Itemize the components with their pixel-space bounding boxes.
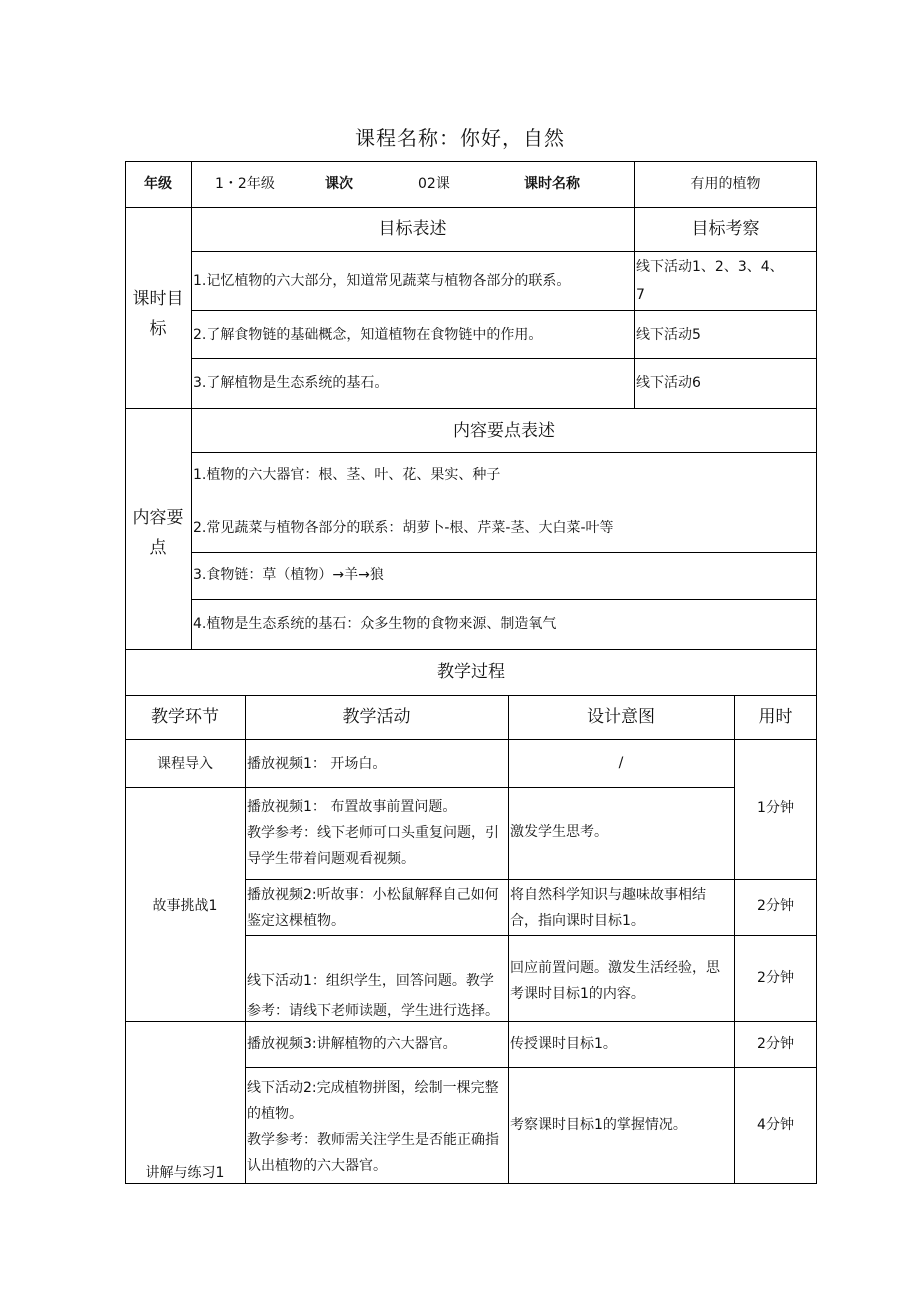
lesson-name-label: 课时名称 — [524, 176, 580, 192]
divider — [191, 358, 817, 359]
objective-check-1-line2: 7 — [636, 287, 645, 303]
activity-practice-2-line1: 线下活动2:完成植物拼图，绘制一棵完整 — [247, 1080, 499, 1096]
col-activity: 教学活动 — [342, 707, 411, 727]
activity-story-2 — [247, 882, 499, 934]
divider — [191, 251, 817, 252]
grade-label: 年级 — [144, 176, 172, 192]
objective-desc-1: 1.记忆植物的六大部分，知道常见蔬菜与植物各部分的联系。 — [193, 273, 571, 289]
objective-check-1-line1: 线下活动1、2、3、4、 — [636, 259, 784, 275]
time-4: 2分钟 — [757, 970, 794, 986]
time-6: 4分钟 — [757, 1117, 794, 1133]
intent-story-2 — [510, 882, 706, 934]
intent-story-3-line1: 回应前置问题。激发生活经验，思 — [510, 960, 720, 976]
divider — [125, 695, 817, 696]
activity-story-2-line1: 播放视频2:听故事：小松鼠解释自己如何 — [247, 887, 499, 903]
intent-story-3-line2: 考课时目标1的内容。 — [510, 986, 645, 1002]
intent-story-1: 激发学生思考。 — [510, 824, 608, 840]
divider — [191, 599, 817, 600]
activity-practice-2-line4: 认出植物的六大器官。 — [247, 1158, 387, 1174]
intent-story-3 — [510, 955, 720, 1007]
col-stage: 教学环节 — [151, 707, 219, 727]
lesson-label: 课次 — [325, 176, 353, 192]
content-item-1: 1.植物的六大器官：根、茎、叶、花、果实、种子 — [193, 467, 501, 483]
objectives-section-line1: 课时目 — [132, 289, 184, 309]
divider — [125, 787, 734, 788]
content-section-label — [125, 503, 191, 563]
content-section-line2: 点 — [149, 538, 167, 558]
activity-story-1-line1: 播放视频1： 布置故事前置问题。 — [247, 799, 457, 815]
intent-practice-1: 传授课时目标1。 — [510, 1036, 617, 1052]
divider — [245, 935, 817, 936]
divider — [191, 310, 817, 311]
activity-practice-2-line3: 教学参考：教师需关注学生是否能正确指 — [247, 1132, 499, 1148]
divider — [125, 739, 817, 740]
divider — [245, 879, 817, 880]
activity-story-2-line2: 鉴定这棵植物。 — [247, 913, 345, 929]
activity-practice-1: 播放视频3:讲解植物的六大器官。 — [247, 1036, 457, 1052]
intent-practice-2: 考察课时目标1的掌握情况。 — [510, 1117, 687, 1133]
col-time: 用时 — [758, 707, 793, 727]
divider — [245, 1067, 817, 1068]
objectives-desc-header: 目标表述 — [378, 219, 447, 239]
process-heading: 教学过程 — [437, 662, 505, 682]
divider — [125, 649, 817, 650]
divider — [191, 452, 817, 453]
content-section-line1: 内容要 — [132, 508, 184, 528]
time-1: 1分钟 — [757, 800, 794, 816]
divider — [734, 695, 735, 1184]
activity-story-1 — [247, 794, 499, 872]
activity-story-1-line2: 教学参考：线下老师可口头重复问题，引 — [247, 825, 499, 841]
divider — [125, 408, 817, 409]
intent-intro: / — [618, 755, 624, 771]
lesson-value: 02课 — [418, 176, 450, 192]
activity-story-3-line1: 线下活动1：组织学生，回答问题。教学 — [247, 973, 494, 989]
objectives-section-label — [125, 284, 191, 344]
objective-desc-3: 3.了解植物是生态系统的基石。 — [193, 375, 389, 391]
intent-story-2-line1: 将自然科学知识与趣味故事相结 — [510, 887, 706, 903]
time-5: 2分钟 — [757, 1036, 794, 1052]
page-title: 课程名称：你好，自然 — [355, 126, 565, 150]
lesson-name-value: 有用的植物 — [690, 176, 761, 192]
objectives-section-line2: 标 — [149, 319, 167, 339]
objective-check-2: 线下活动5 — [636, 327, 701, 343]
grade-value: 1・2年级 — [215, 176, 275, 192]
content-item-3: 3.食物链：草（植物）→羊→狼 — [193, 567, 384, 583]
activity-practice-2 — [247, 1075, 499, 1179]
content-heading: 内容要点表述 — [453, 421, 555, 441]
activity-story-3-line2: 参考：请线下老师读题，学生进行选择。 — [247, 1003, 499, 1019]
stage-practice: 讲解与练习1 — [145, 1165, 225, 1181]
stage-story: 故事挑战1 — [152, 898, 218, 914]
col-intent: 设计意图 — [587, 707, 655, 727]
content-item-4: 4.植物是生态系统的基石：众多生物的食物来源、制造氧气 — [193, 616, 557, 632]
objectives-check-header: 目标考察 — [691, 219, 760, 239]
content-item-2: 2.常见蔬菜与植物各部分的联系：胡萝卜-根、芹菜-茎、大白菜-叶等 — [193, 520, 614, 536]
divider — [245, 695, 246, 1184]
objective-check-1 — [636, 256, 784, 306]
divider — [125, 207, 817, 208]
activity-practice-2-line2: 的植物。 — [247, 1106, 303, 1122]
activity-intro: 播放视频1： 开场白。 — [247, 756, 387, 772]
objective-desc-2: 2.了解食物链的基础概念，知道植物在食物链中的作用。 — [193, 327, 543, 343]
divider — [191, 552, 817, 553]
objective-check-3: 线下活动6 — [636, 375, 701, 391]
time-3: 2分钟 — [757, 898, 794, 914]
stage-intro: 课程导入 — [157, 756, 213, 772]
activity-story-1-line3: 导学生带着问题观看视频。 — [247, 851, 415, 867]
intent-story-2-line2: 合，指向课时目标1。 — [510, 913, 645, 929]
activity-story-3 — [247, 966, 499, 1026]
